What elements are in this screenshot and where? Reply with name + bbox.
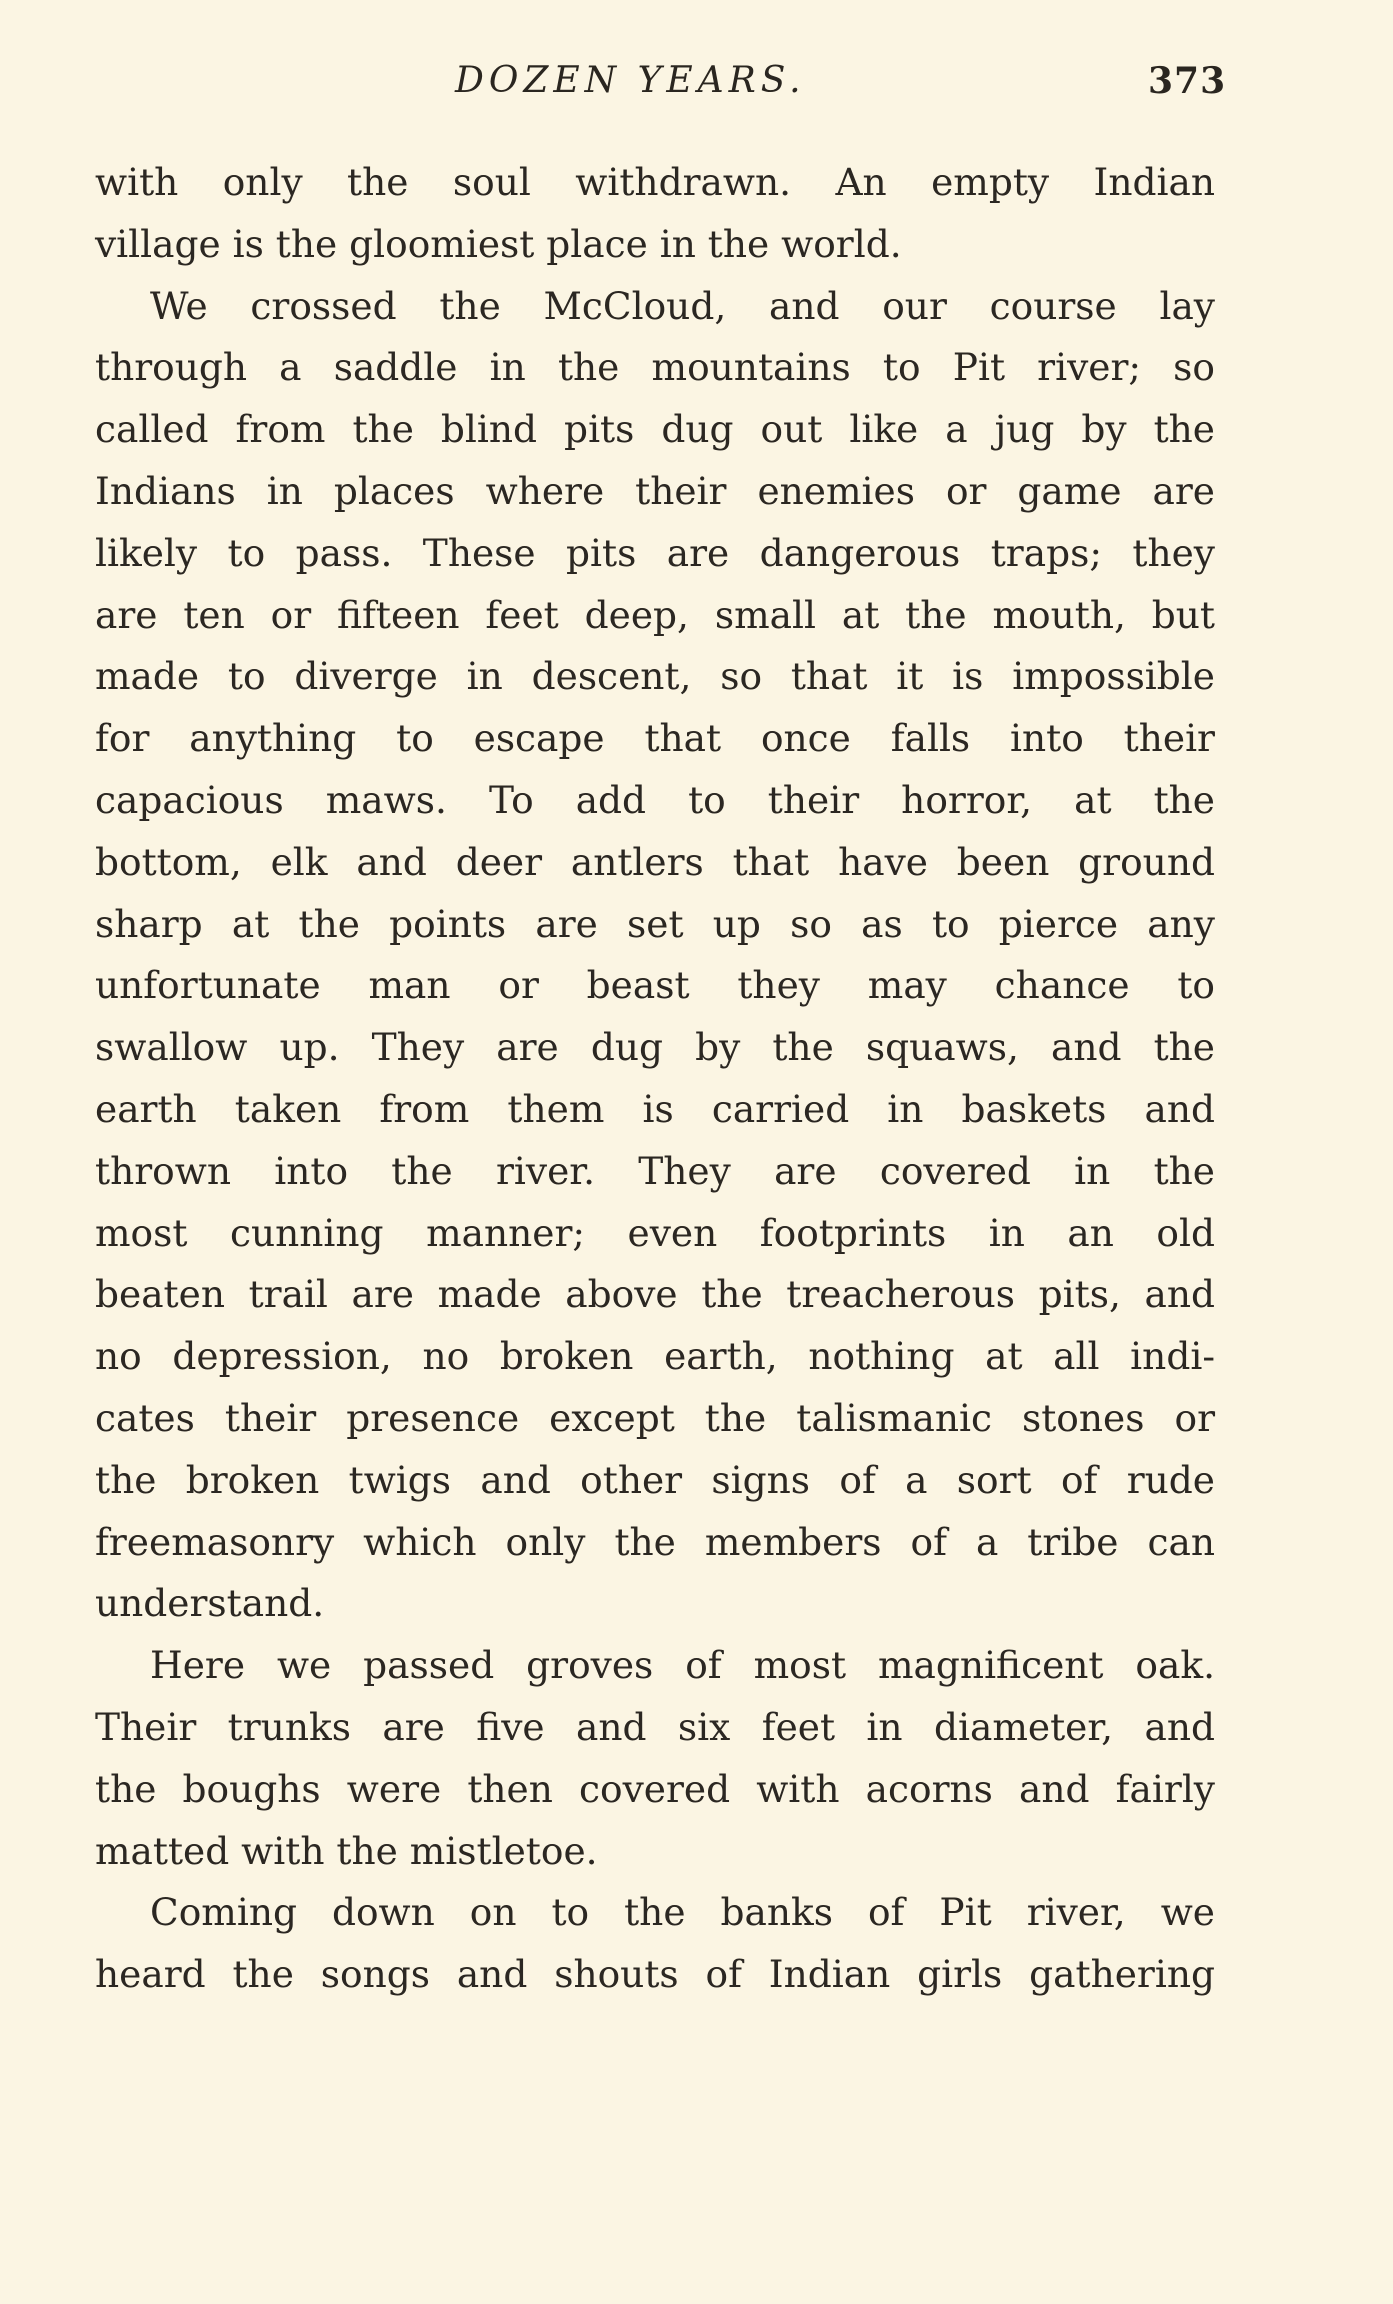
text-line: unfortunate man or beast they may chance to [95, 963, 1215, 1008]
text-line: earth taken from them is carried in baskets and [95, 1086, 1215, 1131]
text-line: called from the blind pits dug out like a jug by the [95, 407, 1215, 452]
text-line: freemasonry which only the members of a tribe can [95, 1519, 1215, 1564]
text-line: sharp at the points are set up so as to pierce any [95, 901, 1215, 946]
text-line: Their trunks are five and six feet in diameter, and [95, 1704, 1215, 1749]
text-line: swallow up. They are dug by the squaws, and the [95, 1025, 1215, 1070]
text-line: Here we passed groves of most magnificent oak. [150, 1643, 1215, 1688]
text-line: through a saddle in the mountains to Pit river; so [95, 345, 1215, 390]
text-line: most cunning manner; even footprints in an old [95, 1210, 1215, 1255]
running-head [0, 60, 1393, 110]
text-line: village is the gloomiest place in the world. [95, 221, 902, 266]
running-head-title: DOZEN YEARS. [455, 60, 806, 101]
text-line: thrown into the river. They are covered in the [95, 1148, 1215, 1193]
text-line: for anything to escape that once falls into their [95, 716, 1215, 761]
text-line: with only the soul withdrawn. An empty Indian [95, 160, 1215, 204]
text-line: the boughs were then covered with acorns and fairly [95, 1766, 1215, 1811]
text-line: Indians in places where their enemies or game are [95, 468, 1215, 513]
text-line: beaten trail are made above the treacherous pits, and [95, 1272, 1215, 1317]
page-number: 373 [1148, 60, 1227, 102]
text-line: likely to pass. These pits are dangerous traps; they [95, 530, 1215, 575]
text-line: Coming down on to the banks of Pit river, we [150, 1890, 1215, 1935]
text-line: matted with the mistletoe. [95, 1828, 598, 1873]
body-text [95, 152, 1215, 2006]
text-line: understand. [95, 1581, 325, 1626]
text-line: capacious maws. To add to their horror, at the [95, 777, 1215, 822]
text-line: made to diverge in descent, so that it is impossible [95, 654, 1215, 699]
text-line: We crossed the McCloud, and our course lay [150, 283, 1215, 328]
text-line: heard the songs and shouts of Indian girls gathering [95, 1952, 1215, 1997]
text-line: cates their presence except the talismanic stones or [95, 1395, 1215, 1440]
text-line: bottom, elk and deer antlers that have been ground [95, 839, 1215, 884]
text-line: no depression, no broken earth, nothing at all indi- [95, 1334, 1215, 1379]
text-line: are ten or fifteen feet deep, small at the mouth, but [95, 592, 1215, 637]
text-line: the broken twigs and other signs of a sort of rude [95, 1457, 1215, 1502]
